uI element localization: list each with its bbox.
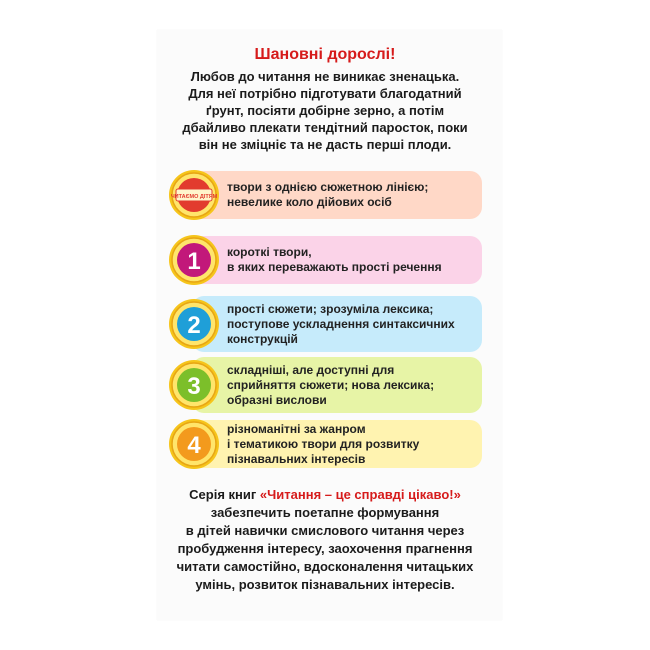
level-line: пізнавальних інтересів xyxy=(227,451,366,466)
level-row-4 xyxy=(168,420,482,468)
level-line: образні вислови xyxy=(227,392,327,407)
intro-line: він не зміцніє та не дасть перші плоди. xyxy=(198,137,452,152)
level-line: різноманітні за жанром xyxy=(227,421,366,436)
footer-line: читати самостійно, вдосконалення читацьких xyxy=(176,559,474,574)
badge-number: 4 xyxy=(187,432,201,459)
footer-prefix: Серія книг xyxy=(189,487,260,502)
level-row-reading-to-kids xyxy=(168,171,482,219)
series-title: «Читання – це справді цікаво!» xyxy=(259,487,461,502)
intro-line: Для неї потрібно підготувати благодатний xyxy=(188,86,462,101)
badge-number: 3 xyxy=(187,373,201,400)
badge-label: ЧИТАЄМО ДІТЯМ xyxy=(170,194,218,200)
level-description xyxy=(227,296,455,352)
level-line: невелике коло дійових осіб xyxy=(227,195,392,209)
footer-line-series xyxy=(20,486,630,504)
badge-number: 2 xyxy=(187,312,201,339)
footer-line: в дітей навички смислового читання через xyxy=(185,523,465,538)
level-1-badge-icon xyxy=(168,234,220,286)
intro-line: ґрунт, посіяти добірне зерно, а потім xyxy=(205,103,445,118)
level-line: твори з однією сюжетною лінією; xyxy=(227,180,429,194)
level-description xyxy=(227,236,442,284)
level-line: прості сюжети; зрозуміла лексика; xyxy=(227,301,434,316)
level-line: короткі твори, xyxy=(227,245,312,259)
level-line: конструкцій xyxy=(227,331,298,346)
level-line: в яких переважають прості речення xyxy=(227,260,442,274)
badge-number: 1 xyxy=(187,248,201,275)
level-4-badge-icon xyxy=(168,418,220,470)
level-description xyxy=(227,357,434,413)
level-line: складніші, але доступні для xyxy=(227,362,395,377)
page-title: Шановні дорослі! xyxy=(254,46,396,63)
level-row-3 xyxy=(168,357,482,413)
level-line: сприйняття сюжети; нова лексика; xyxy=(227,377,435,392)
intro-line: дбайливо плекати тендітний паросток, поки xyxy=(182,120,468,135)
level-3-badge-icon xyxy=(168,359,220,411)
level-description xyxy=(227,420,419,468)
level-2-badge-icon xyxy=(168,298,220,350)
footer-line: пробудження інтересу, заохочення прагнення xyxy=(177,541,473,556)
footer-line: умінь, розвиток пізнавальних інтересів. xyxy=(195,577,455,592)
level-row-1 xyxy=(168,236,482,284)
level-row-2 xyxy=(168,296,482,352)
intro-text xyxy=(20,68,630,153)
intro-line: Любов до читання не виникає зненацька. xyxy=(190,69,460,84)
level-line: і тематикою твори для розвитку xyxy=(227,436,420,451)
footer-text xyxy=(20,486,630,594)
reading-to-kids-badge-icon xyxy=(168,169,220,221)
footer-line: забезпечить поетапне формування xyxy=(210,505,440,520)
level-line: поступове ускладнення синтаксичних xyxy=(227,316,455,331)
level-description xyxy=(227,171,428,219)
